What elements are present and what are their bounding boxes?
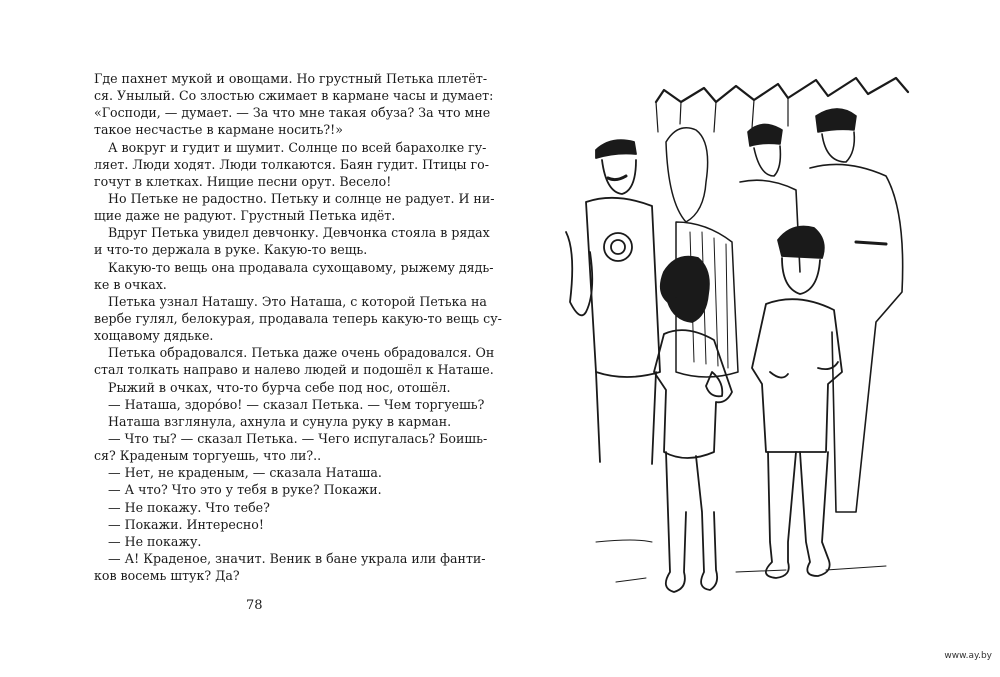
text-line: — Что ты? — сказал Петька. — Чего испугалась? Боишь- <box>108 430 488 446</box>
text-line: — Не покажу. <box>108 533 202 549</box>
text-line: Вдруг Петька увидел девчонку. Девчонка стояла в рядах <box>108 225 490 241</box>
text-line: Рыжий в очках, что-то бурча себе под нос, отошёл. <box>108 379 451 395</box>
text-line: хощавому дядьке. <box>94 328 214 344</box>
man-with-cap <box>566 140 660 464</box>
girl <box>654 257 732 592</box>
text-line: — А что? Что это у тебя в руке? Покажи. <box>108 482 382 498</box>
illustration <box>556 72 928 612</box>
text-line: — Не покажу. Что тебе? <box>108 499 270 515</box>
text-line: — Покажи. Интересно! <box>108 516 264 532</box>
text-line: ляет. Люди ходят. Люди толкаются. Баян гудит. Птицы го- <box>94 156 489 172</box>
boy <box>752 227 842 579</box>
woman-with-scarf <box>666 128 738 377</box>
text-line: вербе гулял, белокурая, продавала теперь какую-то вещь су- <box>94 310 502 326</box>
text-line: — Нет, не краденым, — сказала Наташа. <box>108 465 382 481</box>
text-line: ков восемь штук? Да? <box>94 568 240 584</box>
watermark: www.ay.by <box>944 651 992 661</box>
text-line: «Господи, — думает. — За что мне такая обуза? За что мне <box>94 105 491 121</box>
text-line: ке в очках. <box>94 276 167 292</box>
text-line: ся? Краденым торгуешь, что ли?.. <box>94 448 322 464</box>
page-text <box>94 70 502 584</box>
text-line: Какую-то вещь она продавала сухощавому, рыжему дядь- <box>108 259 494 275</box>
text-line: Петька узнал Наташу. Это Наташа, с которой Петька на <box>108 293 487 309</box>
text-line: такое несчастье в кармане носить?!» <box>94 122 343 138</box>
awning <box>656 78 908 102</box>
text-line: Но Петьке не радостно. Петьку и солнце не радует. И ни- <box>108 190 495 206</box>
text-line: ся. Унылый. Со злостью сжимает в кармане часы и думает: <box>94 88 494 104</box>
page-number: 78 <box>246 598 263 613</box>
text-line: — Наташа, здоро́во! — сказал Петька. — Чем торгуешь? <box>108 396 485 412</box>
text-line: Где пахнет мукой и овощами. Но грустный Петька плетёт- <box>94 71 488 86</box>
text-line: Наташа взглянула, ахнула и сунула руку в карман. <box>108 413 452 429</box>
text-line: стал толкать направо и налево людей и подошёл к Наташе. <box>94 362 494 378</box>
text-line: — А! Краденое, значит. Веник в бане украла или фанти- <box>108 550 486 566</box>
text-line: Петька обрадовался. Петька даже очень обрадовался. Он <box>108 345 495 361</box>
text-line: и что-то держала в руке. Какую-то вещь. <box>94 242 368 258</box>
text-line: А вокруг и гудит и шумит. Солнце по всей барахолке гу- <box>108 139 487 155</box>
text-line: щие даже не радуют. Грустный Петька идёт. <box>94 208 396 224</box>
ground <box>596 540 886 582</box>
text-line: гочут в клетках. Нищие песни орут. Весело! <box>94 173 392 189</box>
